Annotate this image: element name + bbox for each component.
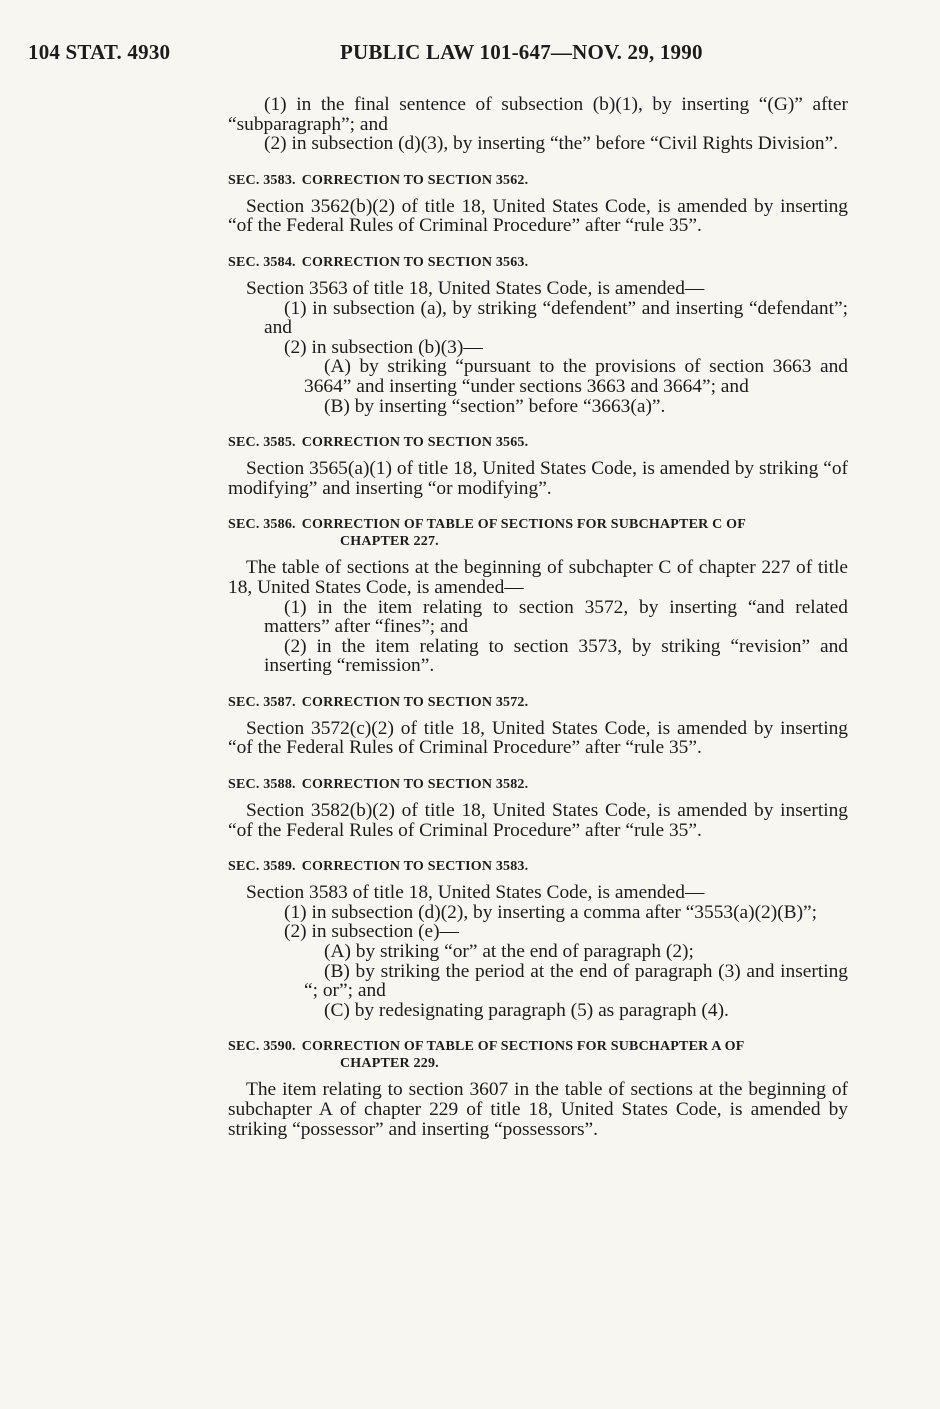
- section-3589-item-b: (B) by striking the period at the end of paragraph (3) and inserting “; or”; and: [304, 960, 848, 1002]
- section-number: SEC. 3583.: [228, 172, 296, 188]
- section-3584-item-b: (B) by inserting “section” before “3663(a)”.: [324, 395, 666, 417]
- statute-page-number: 104 STAT. 4930: [28, 40, 171, 64]
- section-number: SEC. 3588.: [228, 777, 296, 793]
- section-title: CORRECTION TO SECTION 3583.: [301, 859, 529, 875]
- public-law-title: PUBLIC LAW 101-647—NOV. 29, 1990: [340, 40, 703, 64]
- section-3587-text: Section 3572(c)(2) of title 18, United States Code, is amended by inserting “of the Federal Rules of Criminal Procedure” after “rule 35”.: [228, 717, 848, 759]
- section-3589-item-2: (2) in subsection (e)—: [284, 921, 460, 943]
- intro-paragraph-2: (2) in subsection (d)(3), by inserting “the” before “Civil Rights Division”.: [264, 133, 839, 155]
- section-heading-3585: [228, 434, 848, 451]
- section-3584-item-a: (A) by striking “pursuant to the provisions of section 3663 and 3664” and inserting “under sections 3663 and 3664”; and: [304, 356, 848, 397]
- section-3590-text: The item relating to section 3607 in the table of sections at the beginning of subchapter A of chapter 229 of title 18, United States Code, is amended by striking “possessor” and inserting “possessors”.: [228, 1079, 848, 1140]
- section-3586-item-1: (1) in the item relating to section 3572, by inserting “and related matters” after “fines”; and: [264, 596, 848, 638]
- section-heading-3584: [228, 254, 848, 271]
- section-3586-text: The table of sections at the beginning of subchapter C of chapter 227 of title 18, United States Code, is amended—: [228, 557, 848, 598]
- section-number: SEC. 3586.: [228, 517, 296, 533]
- section-3589-item-1: (1) in subsection (d)(2), by inserting a comma after “3553(a)(2)(B)”;: [284, 901, 818, 923]
- section-number: SEC. 3584.: [228, 254, 296, 270]
- section-3584-item-1: (1) in subsection (a), by striking “defendent” and inserting “defendant”; and: [264, 297, 848, 339]
- section-3585-text: Section 3565(a)(1) of title 18, United States Code, is amended by striking “of modifying” and inserting “or modifying”.: [228, 458, 848, 499]
- section-3583-text: Section 3562(b)(2) of title 18, United States Code, is amended by inserting “of the Federal Rules of Criminal Procedure” after “rule 35”.: [228, 195, 848, 237]
- section-title-line-2: CHAPTER 227.: [340, 534, 439, 550]
- section-3584-text: Section 3563 of title 18, United States Code, is amended—: [246, 277, 705, 299]
- section-3584-item-2: (2) in subsection (b)(3)—: [284, 336, 483, 358]
- section-3589-item-c: (C) by redesignating paragraph (5) as paragraph (4).: [324, 999, 729, 1021]
- section-number: SEC. 3590.: [228, 1039, 296, 1055]
- section-3589-text: Section 3583 of title 18, United States Code, is amended—: [246, 882, 705, 904]
- section-number: SEC. 3587.: [228, 694, 296, 710]
- intro-paragraph-1: (1) in the final sentence of subsection (b)(1), by inserting “(G)” after “subparagraph”; and: [228, 94, 848, 135]
- document-body: [228, 95, 848, 1139]
- section-heading-3589: [228, 858, 848, 875]
- section-title: CORRECTION TO SECTION 3563.: [301, 254, 529, 270]
- section-3586-item-2: (2) in the item relating to section 3573, by striking “revision” and inserting “remission”.: [264, 635, 848, 677]
- section-title-line-1: CORRECTION OF TABLE OF SECTIONS FOR SUBCHAPTER A OF: [301, 1039, 745, 1055]
- section-title-line-2: CHAPTER 229.: [340, 1056, 439, 1072]
- section-title: CORRECTION TO SECTION 3562.: [301, 172, 529, 188]
- section-number: SEC. 3585.: [228, 435, 296, 451]
- section-title: CORRECTION TO SECTION 3582.: [301, 777, 529, 793]
- section-number: SEC. 3589.: [228, 859, 296, 875]
- section-heading-3583: [228, 172, 848, 189]
- section-title: CORRECTION TO SECTION 3572.: [301, 694, 529, 710]
- page-header: [28, 40, 900, 80]
- section-3588-text: Section 3582(b)(2) of title 18, United States Code, is amended by inserting “of the Federal Rules of Criminal Procedure” after “rule 35”.: [228, 800, 848, 841]
- section-3589-item-a: (A) by striking “or” at the end of paragraph (2);: [324, 941, 694, 963]
- section-heading-3586: [228, 516, 848, 550]
- section-heading-3587: [228, 694, 848, 711]
- section-heading-3590: [228, 1038, 848, 1072]
- section-title: CORRECTION TO SECTION 3565.: [301, 435, 529, 451]
- section-heading-3588: [228, 776, 848, 793]
- section-title-line-1: CORRECTION OF TABLE OF SECTIONS FOR SUBCHAPTER C OF: [301, 517, 746, 533]
